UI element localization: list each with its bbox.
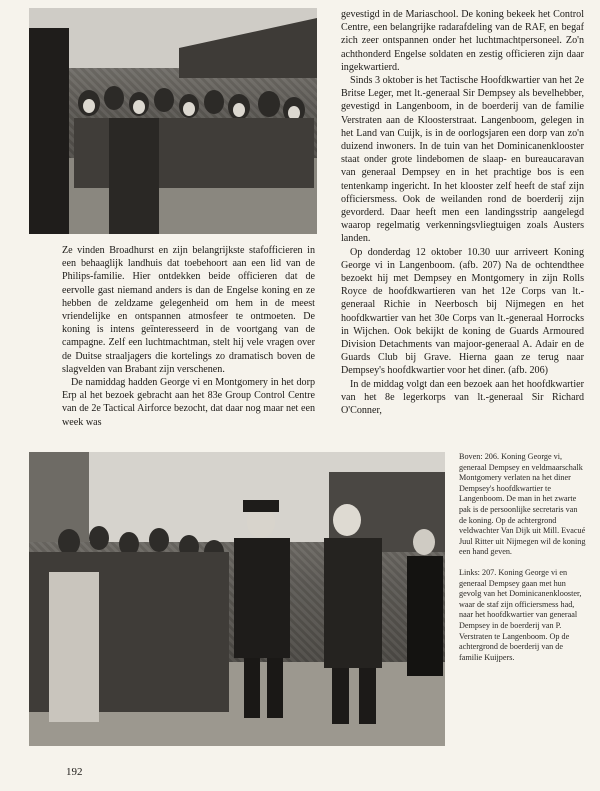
right-paragraph-2: Sinds 3 oktober is het Tactische Hoofdkwartier van het 2e Britse Leger, met lt.-generaal Sir Dempsey als bevelhebber, gevestigd in Langenboom, in de boerderij van de familie Verstraten aan de Kloosterstraat. Langenboom, gelegen in het Land van Cuijk, is in de oorlogsjaren een dorp van zo'n duizend inwoners. In de tuin van het Dominicanenklooster staat onder grote lindebomen de slaap- en bureaucaravan van generaal Dempsey en in het prachtige bos is een tentenkamp ingericht. In het klooster zelf heeft de staf zijn officiersmess. Ook de weilanden rond de boerderij zijn gevorderd. Daar heeft men een landingsstrip aangelegd waarop regelmatig verkenningsvliegtuigen zoals Austers landen. (341, 75, 584, 245)
photo-king-dempsey-walking (29, 452, 445, 746)
captions (459, 452, 587, 671)
caption-206: Boven: 206. Koning George vi, generaal Dempsey en veldmaarschalk Montgomery verlaten na het diner Dempsey's hoofdkwartier te Langenboom. De man in het zwarte pak is de persoonlijke secretaris van de koning. Op de achtergrond veldwachter Van Dijk uit Mill. Evacué Juul Ritter uit Nijmegen wil de koning een hand geven. (459, 452, 586, 557)
caption-207: Links: 207. Koning George vi en generaal Dempsey gaan met hun gevolg van het Dominicanenklooster, waar de staf zijn officiersmess had, naar het hoofdkwartier van generaal Dempsey in de boerderij van P. Verstraten te Langenboom. Op de achtergrond de boerderij van de familie Kuijpers. (459, 567, 582, 662)
photo-crowd-waving-graphic (29, 8, 317, 234)
right-paragraph-3: Op donderdag 12 oktober 10.30 uur arriveert Koning George vi in Langenboom. (afb. 207) Na de ochtendthee bezoekt hij met Dempsey en Montgomery in zijn Rolls Royce de hoofdkwartieren van het 12e Corps van lt.-generaal Richie in Neerbosch bij Nijmegen en het hoofdkwartier van het 30e Corps van lt.-generaal Horrocks in Wijchen. Ook bekijkt de koning de Guards Armoured Division Detachments van majoor-generaal A. Adair en de Guards Club bij Grave. Hierna gaan ze terug naar Dempsey's hoofdkwartier voor het diner. (afb. 206) (341, 246, 584, 377)
right-column (341, 8, 584, 417)
right-paragraph-1: gevestigd in de Mariaschool. De koning bekeek het Control Centre, een belangrijke radarafdeling van de RAF, en begaf zich zeer ontspannen onder het luchtmachtpersoneel. Zo'n achthonderd Engelse soldaten en zestig officieren zijn daar ingekwartierd. (341, 9, 584, 73)
photo-crowd-waving (29, 8, 317, 234)
right-paragraph-4: In de middag volgt dan een bezoek aan het hoofdkwartier van het 8e legerkorps van lt.-generaal Sir Richard O'Conner, (341, 378, 584, 417)
left-paragraph-2: De namiddag hadden George vi en Montgomery in het dorp Erp al het bezoek gebracht aan het 83e Group Control Centre van de 2e Tactical Airforce bezocht, dat daar nog maar net een week was (62, 377, 315, 428)
left-column (62, 244, 315, 429)
left-paragraph-1: Ze vinden Broadhurst en zijn belangrijkste stafofficieren in een behaaglijk landhuis dat toebehoort aan een lid van de Philips-familie. Hier ontdekken beide officieren dat de eervolle gast niemand anders is dan de Engelse koning en ze hebben de zeldzame gelegenheid om hem in de meest vriendelijke en ontspannen atmosfeer te ontmoeten. De koning is intens geïnteresseerd in de voortgang van de campagne. Zelf een luchtmachtman, stelt hij vele vragen over de Duitse straaljagers die kortelings zo dramatisch boven de slagvelden van Brabant zijn verschenen. (62, 245, 315, 375)
photo-king-dempsey-walking-graphic (29, 452, 445, 746)
page-number: 192 (66, 766, 83, 778)
